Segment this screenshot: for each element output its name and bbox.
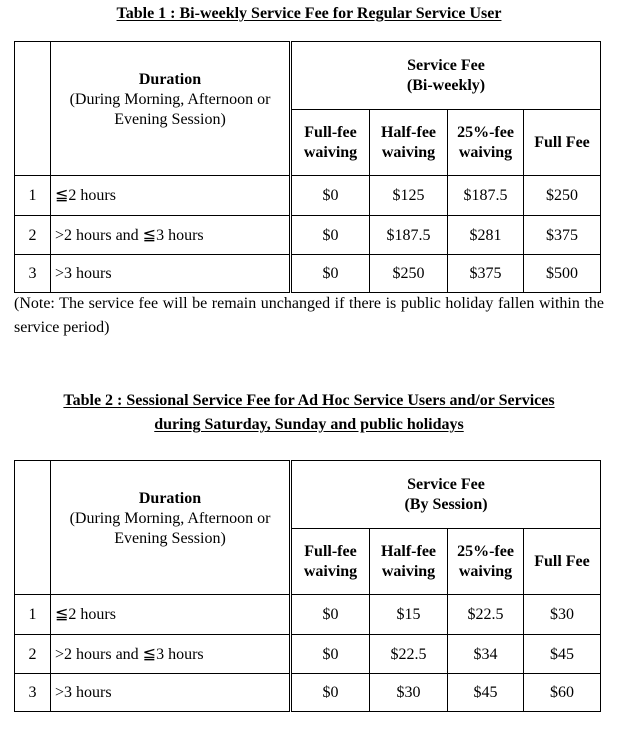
row-value: $0 xyxy=(291,216,370,255)
table1-duration-header xyxy=(51,42,291,176)
table2-fee-subtitle: (By Session) xyxy=(404,496,488,513)
row-value: $375 xyxy=(448,255,524,293)
table1-caption: Table 1 : Bi-weekly Service Fee for Regular Service User xyxy=(116,5,502,22)
row-value: $0 xyxy=(291,674,370,712)
table1-fee-header xyxy=(291,42,601,110)
table2-duration-subtitle: (During Morning, Afternoon or Evening Session) xyxy=(69,510,271,547)
table1-duration-subtitle: (During Morning, Afternoon or Evening Session) xyxy=(69,91,271,128)
row-number: 2 xyxy=(15,635,51,674)
table-row xyxy=(15,255,601,293)
row-value: $0 xyxy=(291,176,370,216)
table1-col-full-fee: Full Fee xyxy=(524,110,601,176)
row-number: 2 xyxy=(15,216,51,255)
table1-fee-title: Service Fee xyxy=(407,57,485,74)
table2-corner-cell xyxy=(15,461,51,595)
row-value: $375 xyxy=(524,216,601,255)
table1-fee-subtitle: (Bi-weekly) xyxy=(406,77,486,94)
row-value: $0 xyxy=(291,635,370,674)
row-value: $187.5 xyxy=(370,216,448,255)
row-value: $0 xyxy=(291,255,370,293)
row-number: 1 xyxy=(15,595,51,635)
table2-col-half-fee-waiving: Half-fee waiving xyxy=(370,529,448,595)
row-number: 3 xyxy=(15,674,51,712)
row-value: $30 xyxy=(524,595,601,635)
row-duration: >2 hours and ≦3 hours xyxy=(51,635,291,674)
table-row xyxy=(15,176,601,216)
table2 xyxy=(14,460,601,712)
table2-fee-header xyxy=(291,461,601,529)
table2-duration-header xyxy=(51,461,291,595)
row-duration: >3 hours xyxy=(51,255,291,293)
table1-corner-cell xyxy=(15,42,51,176)
row-duration: ≦2 hours xyxy=(51,176,291,216)
table-row xyxy=(15,216,601,255)
row-value: $0 xyxy=(291,595,370,635)
table-row xyxy=(15,674,601,712)
row-number: 1 xyxy=(15,176,51,216)
table2-fee-title: Service Fee xyxy=(407,476,485,493)
row-value: $250 xyxy=(370,255,448,293)
row-duration: >2 hours and ≦3 hours xyxy=(51,216,291,255)
table2-caption-line2: during Saturday, Sunday and public holidays xyxy=(154,416,464,433)
table1-note: (Note: The service fee will be remain unchanged if there is public holiday fallen within the service period) xyxy=(14,295,604,336)
row-value: $45 xyxy=(524,635,601,674)
table-row xyxy=(15,635,601,674)
row-value: $500 xyxy=(524,255,601,293)
table2-duration-title: Duration xyxy=(138,490,202,507)
row-value: $60 xyxy=(524,674,601,712)
table1-duration-title: Duration xyxy=(138,71,202,88)
row-duration: ≦2 hours xyxy=(51,595,291,635)
table2-col-25-fee-waiving: 25%-fee waiving xyxy=(448,529,524,595)
row-number: 3 xyxy=(15,255,51,293)
row-value: $22.5 xyxy=(448,595,524,635)
row-value: $281 xyxy=(448,216,524,255)
row-value: $187.5 xyxy=(448,176,524,216)
table1-col-25-fee-waiving: 25%-fee waiving xyxy=(448,110,524,176)
table1-col-half-fee-waiving: Half-fee waiving xyxy=(370,110,448,176)
table2-col-full-fee: Full Fee xyxy=(524,529,601,595)
row-duration: >3 hours xyxy=(51,674,291,712)
table-row xyxy=(15,595,601,635)
row-value: $30 xyxy=(370,674,448,712)
row-value: $22.5 xyxy=(370,635,448,674)
table1 xyxy=(14,41,601,293)
row-value: $34 xyxy=(448,635,524,674)
row-value: $15 xyxy=(370,595,448,635)
table1-col-full-fee-waiving: Full-fee waiving xyxy=(291,110,370,176)
table2-col-full-fee-waiving: Full-fee waiving xyxy=(291,529,370,595)
row-value: $250 xyxy=(524,176,601,216)
table2-caption-line1: Table 2 : Sessional Service Fee for Ad Hoc Service Users and/or Services xyxy=(63,392,555,409)
row-value: $45 xyxy=(448,674,524,712)
row-value: $125 xyxy=(370,176,448,216)
